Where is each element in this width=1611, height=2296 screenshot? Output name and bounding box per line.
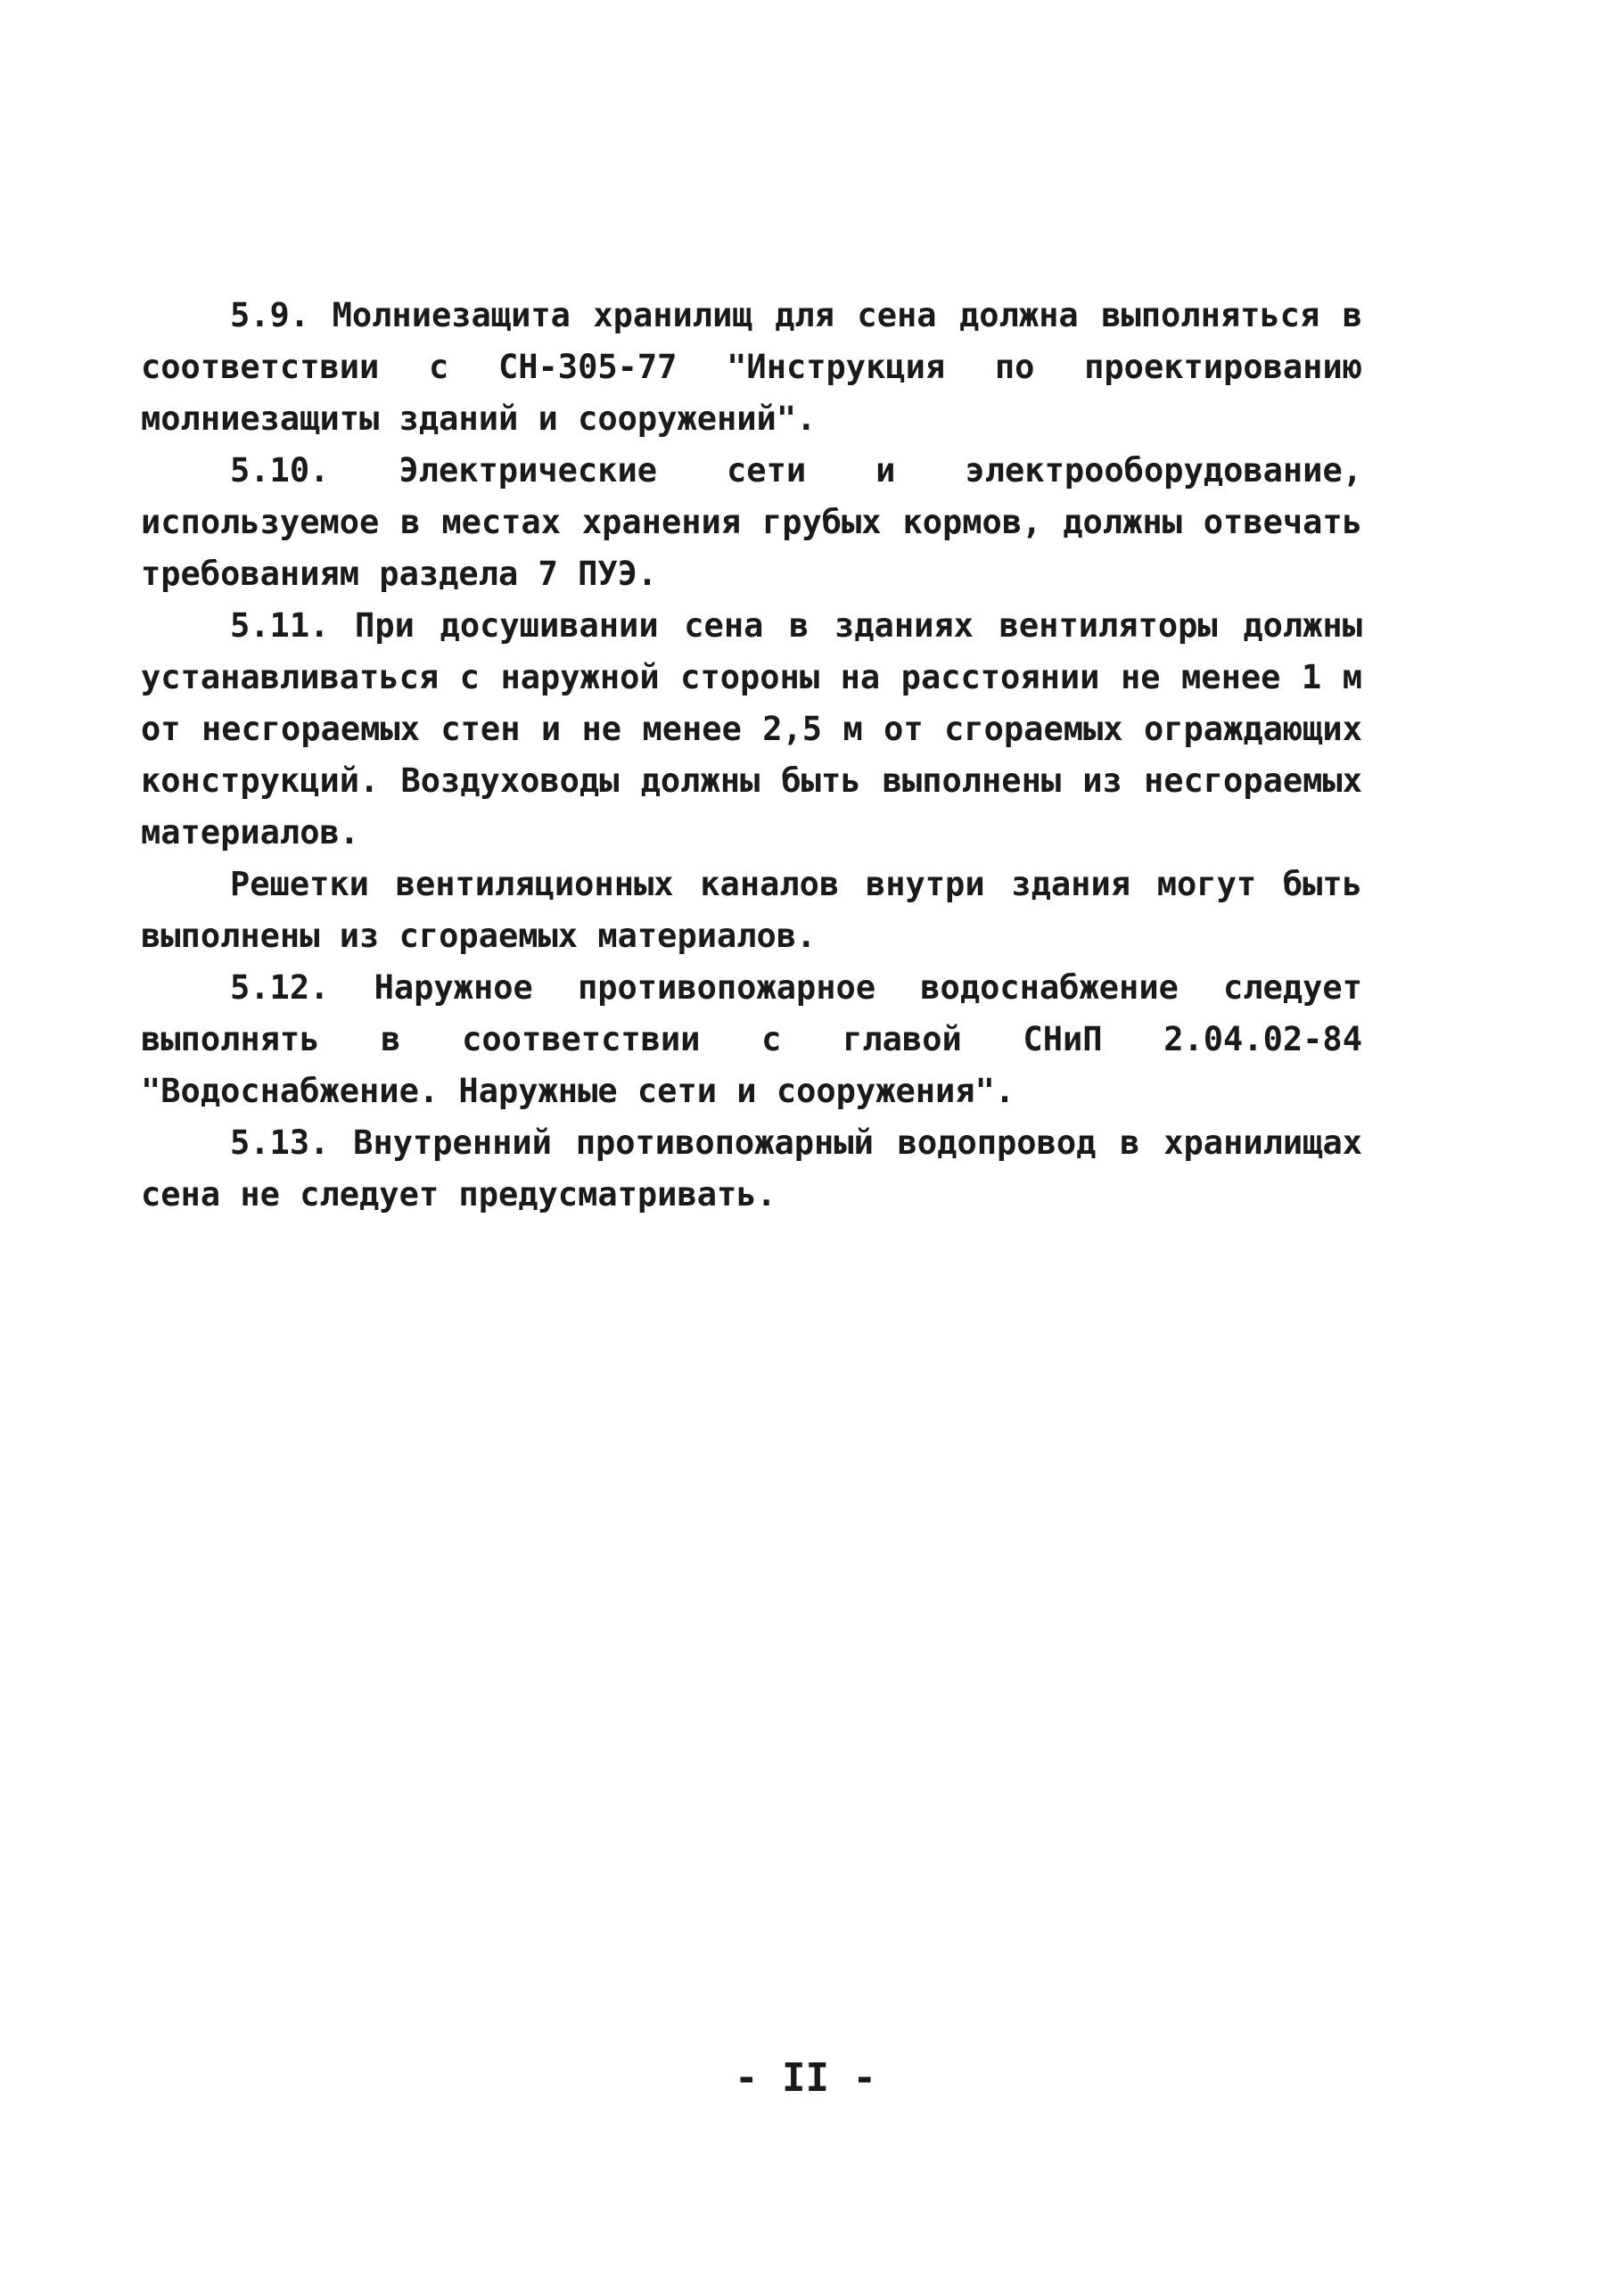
document-body <box>141 290 1362 1221</box>
paragraph-5-11-gratings: Решетки вентиляционных каналов внутри здания могут быть выполнены из сгораемых материалов. <box>141 865 1362 955</box>
paragraph-5-12: 5.12. Наружное противопожарное водоснабжение следует выполнять в соответствии с главой СНиП 2.04.02-84 "Водоснабжение. Наружные сети и сооружения". <box>141 968 1362 1110</box>
paragraph-5-10: 5.10. Электрические сети и электрооборудование, используемое в местах хранения грубых кормов, должны отвечать требованиям раздела 7 ПУЭ. <box>141 451 1362 593</box>
paragraph-5-11: 5.11. При досушивании сена в зданиях вентиляторы должны устанавливаться с наружной стороны на расстоянии не менее 1 м от несгораемых стен и не менее 2,5 м от сгораемых ограждающих конструкций. Воздуховоды должны быть выполнены из несгораемых материалов. <box>141 606 1362 852</box>
paragraph-5-9: 5.9. Молниезащита хранилищ для сена должна выполняться в соответствии с СН-305-77 "Инструкция по проектированию молниезащиты зданий и сооружений". <box>141 296 1362 438</box>
page-number: - II - <box>735 2055 876 2101</box>
paragraph-5-13: 5.13. Внутренний противопожарный водопровод в хранилищах сена не следует предусматривать. <box>141 1123 1362 1214</box>
